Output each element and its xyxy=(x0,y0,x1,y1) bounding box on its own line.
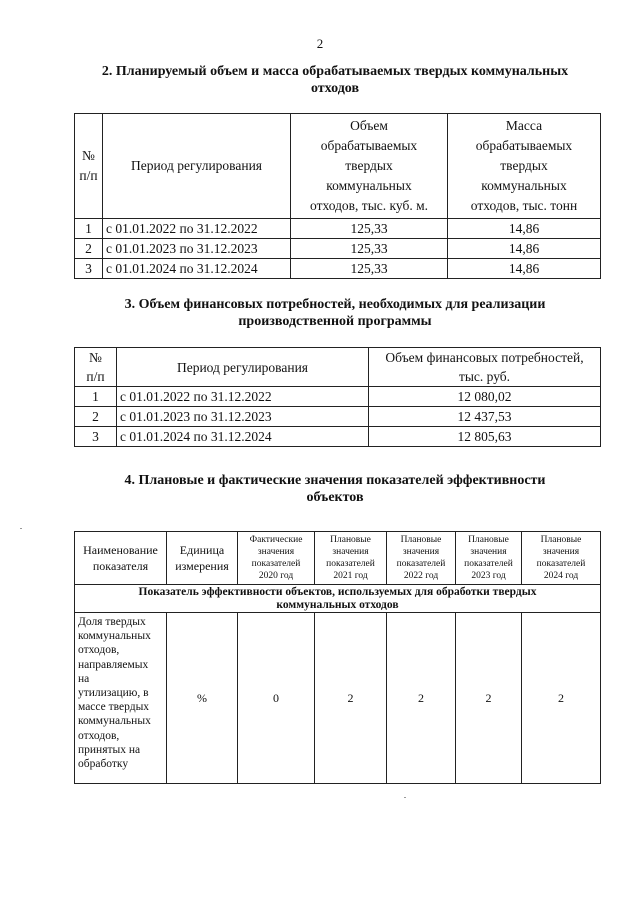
col-header-plan-2021: Плановые значения показателей 2021 год xyxy=(315,532,387,585)
col-header-unit: Единица измерения xyxy=(167,532,238,585)
col-header-plan-2023: Плановые значения показателей 2023 год xyxy=(456,532,522,585)
cell-period: с 01.01.2023 по 31.12.2023 xyxy=(103,239,291,259)
cell-period: с 01.01.2024 по 31.12.2024 xyxy=(103,259,291,279)
col-header-num: № п/п xyxy=(75,348,117,387)
cell-period: с 01.01.2023 по 31.12.2023 xyxy=(117,407,369,427)
table-row xyxy=(75,427,601,447)
table-subheader-row xyxy=(75,585,601,613)
cell-volume: 125,33 xyxy=(291,219,448,239)
cell-mass: 14,86 xyxy=(448,219,601,239)
subheader-cell: Показатель эффективности объектов, используемых для обработки твердых коммунальных отходов xyxy=(75,585,601,613)
cell-plan-2021: 2 xyxy=(315,613,387,784)
table-row xyxy=(75,219,601,239)
col-header-volume: Объем обрабатываемых твердых коммунальных отходов, тыс. куб. м. xyxy=(291,114,448,219)
section2-heading xyxy=(70,63,600,97)
table-row xyxy=(75,259,601,279)
cell-volume: 125,33 xyxy=(291,259,448,279)
cell-volume: 125,33 xyxy=(291,239,448,259)
section3-heading xyxy=(70,296,600,330)
col-header-mass: Масса обрабатываемых твердых коммунальных отходов, тыс. тонн xyxy=(448,114,601,219)
table-header-row xyxy=(75,532,601,585)
finance-table xyxy=(74,347,601,447)
section4-heading-line2: объектов xyxy=(306,490,364,505)
cell-num: 3 xyxy=(75,259,103,279)
col-header-period: Период регулирования xyxy=(103,114,291,219)
cell-finance: 12 805,63 xyxy=(369,427,601,447)
cell-num: 2 xyxy=(75,407,117,427)
table-row xyxy=(75,407,601,427)
cell-fact-2020: 0 xyxy=(238,613,315,784)
cell-plan-2022: 2 xyxy=(387,613,456,784)
table-header-row xyxy=(75,114,601,219)
section3-heading-line1: 3. Объем финансовых потребностей, необходимых для реализации xyxy=(124,297,546,312)
cell-num: 1 xyxy=(75,387,117,407)
section4-heading xyxy=(70,472,600,506)
scan-speck xyxy=(20,528,22,529)
table-header-row xyxy=(75,348,601,387)
cell-unit: % xyxy=(167,613,238,784)
table-row xyxy=(75,239,601,259)
volume-mass-table xyxy=(74,113,601,279)
page-number: 2 xyxy=(316,36,324,51)
cell-plan-2024: 2 xyxy=(522,613,601,784)
table-row xyxy=(75,387,601,407)
efficiency-table xyxy=(74,531,601,784)
col-header-plan-2022: Плановые значения показателей 2022 год xyxy=(387,532,456,585)
cell-num: 3 xyxy=(75,427,117,447)
scan-speck xyxy=(404,797,406,798)
section2-heading-line1: 2. Планируемый объем и масса обрабатываемых твердых коммунальных xyxy=(101,64,569,79)
col-header-period: Период регулирования xyxy=(117,348,369,387)
section4-heading-line1: 4. Плановые и фактические значения показателей эффективности xyxy=(124,473,546,488)
section2-heading-line2: отходов xyxy=(310,81,360,96)
cell-mass: 14,86 xyxy=(448,239,601,259)
cell-num: 2 xyxy=(75,239,103,259)
cell-indicator-name: Доля твердых коммунальных отходов, направляемых на утилизацию, в массе твердых коммунальных отходов, принятых на обработку xyxy=(75,613,167,784)
cell-finance: 12 080,02 xyxy=(369,387,601,407)
col-header-plan-2024: Плановые значения показателей 2024 год xyxy=(522,532,601,585)
table-row xyxy=(75,613,601,784)
section3-heading-line2: производственной программы xyxy=(238,314,432,329)
cell-plan-2023: 2 xyxy=(456,613,522,784)
cell-mass: 14,86 xyxy=(448,259,601,279)
cell-num: 1 xyxy=(75,219,103,239)
col-header-finance: Объем финансовых потребностей, тыс. руб. xyxy=(369,348,601,387)
cell-finance: 12 437,53 xyxy=(369,407,601,427)
col-header-num: № п/п xyxy=(75,114,103,219)
col-header-fact-2020: Фактические значения показателей 2020 год xyxy=(238,532,315,585)
cell-period: с 01.01.2022 по 31.12.2022 xyxy=(117,387,369,407)
cell-period: с 01.01.2024 по 31.12.2024 xyxy=(117,427,369,447)
cell-period: с 01.01.2022 по 31.12.2022 xyxy=(103,219,291,239)
col-header-name: Наименование показателя xyxy=(75,532,167,585)
